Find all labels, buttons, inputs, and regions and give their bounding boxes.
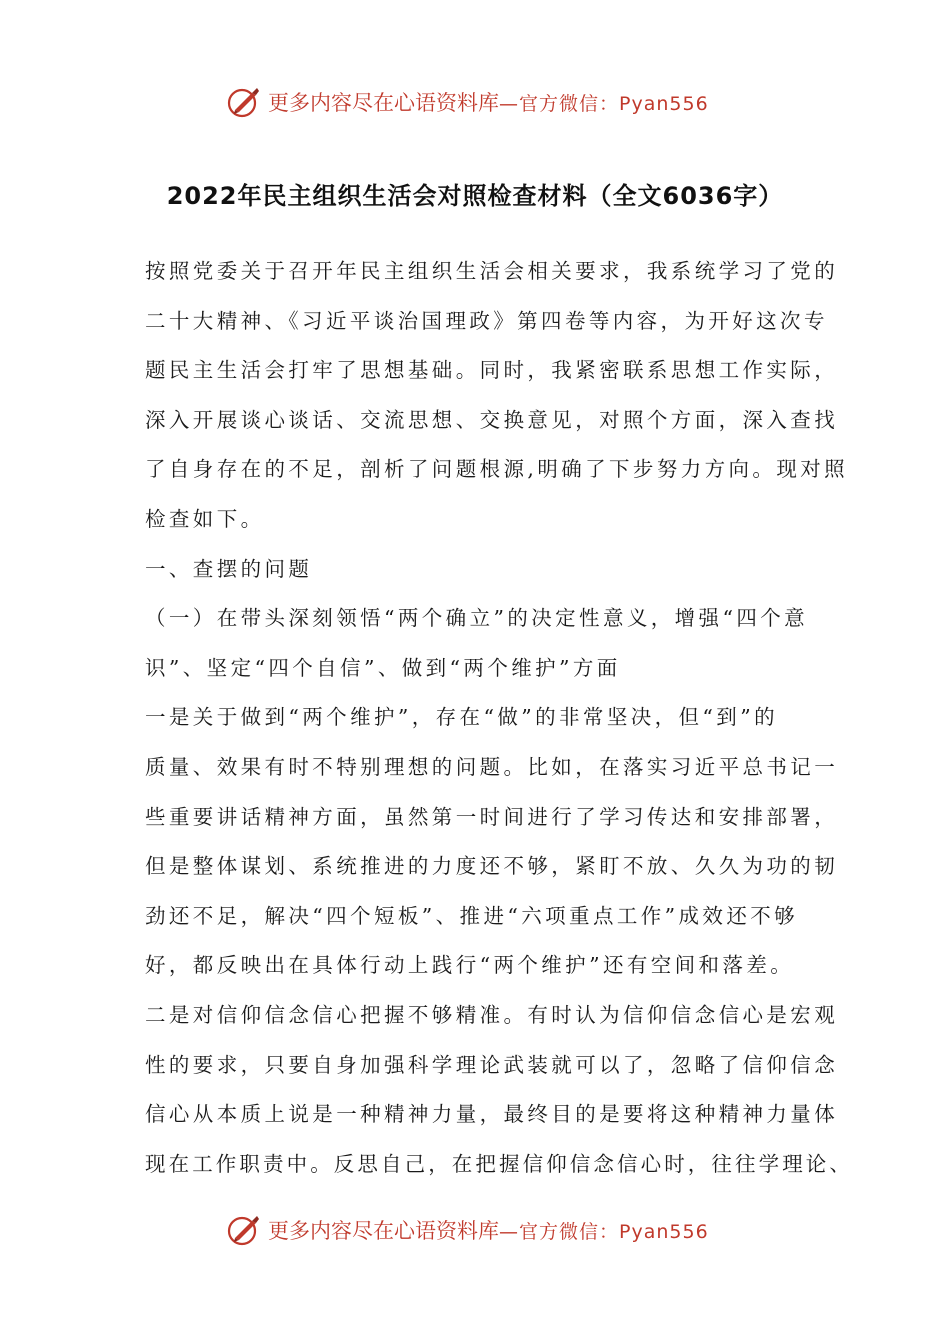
- body-line: 了自身存在的不足，剖析了问题根源,明确了下步努力方向。现对照: [145, 457, 849, 482]
- watermark-banner-top: [226, 82, 709, 122]
- body-line: 二是对信仰信念信心把握不够精准。有时认为信仰信念信心是宏观: [145, 1002, 839, 1027]
- body-line: 劲还不足，解决“四个短板”、推进“六项重点工作”成效还不够: [145, 903, 799, 928]
- body-line: 题民主生活会打牢了思想基础。同时，我紧密联系思想工作实际，: [145, 358, 839, 383]
- body-line: 些重要讲话精神方面，虽然第一时间进行了学习传达和安排部署，: [145, 804, 839, 829]
- watermark-sub-text: —官方微信：Pyan556: [499, 1220, 709, 1243]
- body-line: 检查如下。: [145, 506, 265, 531]
- body-line: 但是整体谋划、系统推进的力度还不够，紧盯不放、久久为功的韧: [145, 854, 839, 879]
- body-line: 好，都反映出在具体行动上践行“两个维护”还有空间和落差。: [145, 953, 795, 978]
- watermark-banner-bottom: [226, 1210, 709, 1250]
- pen-circle-logo-icon: [226, 84, 262, 120]
- body-line: 二十大精神、《习近平谈治国理政》第四卷等内容，为开好这次专: [145, 308, 828, 333]
- document-title: 2022年民主组织生活会对照检查材料（全文6036字）: [166, 182, 784, 210]
- body-line: 性的要求，只要自身加强科学理论武装就可以了，忽略了信仰信念: [145, 1052, 839, 1077]
- body-line: 一是关于做到“两个维护”，存在“做”的非常坚决，但“到”的: [145, 705, 778, 730]
- watermark-sub-text: —官方微信：Pyan556: [499, 92, 709, 115]
- body-line: 现在工作职责中。反思自己，在把握信仰信念信心时，往往学理论、: [145, 1151, 853, 1176]
- subsection-heading: 识”、坚定“四个自信”、做到“两个维护”方面: [145, 655, 621, 680]
- body-line: 质量、效果有时不特别理想的问题。比如，在落实习近平总书记一: [145, 754, 839, 779]
- subsection-heading: （一）在带头深刻领悟“两个确立”的决定性意义，增强“四个意: [145, 606, 809, 631]
- watermark-main-text: 更多内容尽在心语资料库: [268, 1219, 499, 1243]
- body-line: 信心从本质上说是一种精神力量，最终目的是要将这种精神力量体: [145, 1102, 839, 1127]
- document-body: [145, 247, 853, 1189]
- body-line: 按照党委关于召开年民主组织生活会相关要求，我系统学习了党的: [145, 259, 839, 283]
- section-heading: 一、查摆的问题: [145, 556, 313, 581]
- watermark-main-text: 更多内容尽在心语资料库: [268, 91, 499, 115]
- pen-circle-logo-icon: [226, 1212, 262, 1248]
- body-line: 深入开展谈心谈话、交流思想、交换意见，对照个方面，深入查找: [145, 407, 839, 432]
